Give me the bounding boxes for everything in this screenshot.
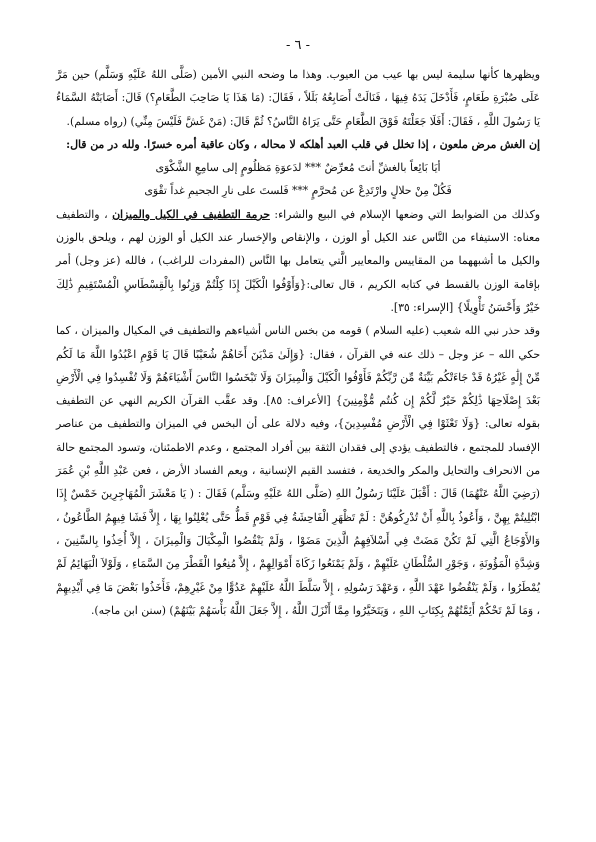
paragraph-ghish-warning: إن الغش مرض ملعون ، إذا تخلل في قلب العبد أهلكه لا محاله ، وكان عاقبة أمره خسرًا. ولله در من قال: <box>66 137 540 151</box>
tatfif-intro: وكذلك من الضوابط التي وضعها الإسلام في البيع والشراء: <box>269 207 540 221</box>
tatfif-body: ، والتطفيف معناه: الاستيفاء من النَّاس عند الكيل أو الوزن ، والإنقاص والإخسار عند الكيل أو الوزن لهم ، ويلحق بالوزن والكيل ما أشبههما من المقاييس والمعايير الَّتي يتعامل بها النَّاس (المفردات للراغب) ، فالله (عز وجل) أمر بإقامة الوزن بالقسط في كتابه الكريم ، قال تعالى:{وَأَوْفُوا الْكَيْلَ إِذَا كِلْتُمْ وَزِنُوا بِالْقِسْطَاسِ الْمُسْتَقِيمِ ذَٰلِكَ خَيْرٌ وَأَحْسَنُ تَأْوِيلًا} [الإسراء: ٣٥]. <box>56 207 540 314</box>
poem-verse-1: أيَا بَائِعاً بالغشِّ أنتَ مُعرِّضٌ *** لدَعوَةِ مَظلُومٍ إلى سامِعِ الشَّكْوَى <box>155 161 441 175</box>
paragraph-shuaib: وقد حذر نبي الله شعيب (عليه السلام ) قومه من بخس الناس أشياءهم والتطفيف في المكيال والميزان ، كما حكي الله – عز وجل – ذلك عنه في القرآن ، فقال: {وَإِلَىٰ مَدْيَنَ أَخَاهُمْ شُعَيْبًا قَالَ يَا قَوْمِ اعْبُدُوا اللَّهَ مَا لَكُم مِّنْ إِلَٰهٍ غَيْرُهُ قَدْ جَاءَتْكُم بَيِّنَةٌ مِّن رَّبِّكُمْ فَأَوْفُوا الْكَيْلَ وَالْمِيزَانَ وَلَا تَبْخَسُوا النَّاسَ أَشْيَاءَهُمْ وَلَا تُفْسِدُوا فِي الْأَرْضِ بَعْدَ إِصْلَاحِهَا ذَٰلِكُمْ خَيْرٌ لَّكُمْ إِن كُنتُم مُّؤْمِنِينَ} [الأعراف: ٨٥]. وقد عقَّب القرآن الكريم النهي عن التطفيف بقوله تعالى: {وَلَا تَعْثَوْا فِي الْأَرْضِ مُفْسِدِينَ}، وفيه دلالة على أن البخس في الميزان والتطفيف من عناصر الإفساد للمجتمع ، فالتطفيف يؤدي إلى فقدان الثقة بين أفراد المجتمع ، وعدم الاطمئنان، وتسود المجتمع حالة من الانحراف والتحايل والمكر والخديعة ، فتفسد القيم الإنسانية ، ويعم الفساد الأرض ، فعن عَبْدِ اللَّهِ بْنِ عُمَرَ (رَضِيَ اللَّهُ عَنْهُمَا) قَالَ : أَقْبَلَ عَلَيْنَا رَسُولُ اللهِ (صَلَّى اللهُ عَلَيْهِ وسَلَّم) فَقَالَ : ( يَا مَعْشَرَ الْمُهَاجِرِينَ خَمْسٌ إِذَا ابْتُلِيتُمْ بِهِنَّ ، وَأَعُوذُ بِاللَّهِ أَنْ تُدْرِكُوهُنَّ : لَمْ تَظْهَرِ الْفَاحِشَةُ فِي قَوْمٍ قَطُّ حَتَّى يُعْلِنُوا بِهَا ، إِلاَّ فَشَا فِيهِمُ الطَّاعُونُ ، وَالأَوْجَاعُ الَّتِي لَمْ تَكُنْ مَضَتْ فِي أَسْلاَفِهِمُ الَّذِينَ مَضَوْا ، وَلَمْ يَنْقُصُوا الْمِكْيَالَ وَالْمِيزَانَ ، إِلاَّ أُخِذُوا بِالسِّنِينَ ، وَشِدَّةِ الْمَؤُونَةِ ، وَجَوْرِ السُّلْطَانِ عَلَيْهِمْ ، وَلَمْ يَمْنَعُوا زَكَاةَ أَمْوَالِهِمْ ، إِلاَّ مُنِعُوا الْقَطْرَ مِنَ السَّمَاءِ ، وَلَوْلاَ الْبَهَائِمُ لَمْ يُمْطَرُوا ، وَلَمْ يَنْقُضُوا عَهْدَ اللَّهِ ، وَعَهْدَ رَسُولِهِ ، إِلاَّ سَلَّطَ اللَّهُ عَلَيْهِمْ عَدُوًّا مِنْ غَيْرِهِمْ، فَأَخَذُوا بَعْضَ مَا فِي أَيْدِيهِمْ ، وَمَا لَمْ تَحْكُمْ أَئِمَّتُهُمْ بِكِتَابِ اللهِ ، وَيَتَخَيَّرُوا مِمَّا أَنْزَلَ اللَّهُ ، إِلاَّ جَعَلَ اللَّهُ بَأْسَهُمْ بَيْنَهُمْ) (سنن ابن ماجه). <box>56 324 541 617</box>
page-number: - ٦ - <box>285 38 311 53</box>
section-heading: حرمة التطفيف في الكيل والميزان <box>112 207 270 221</box>
paragraph-tatfif <box>56 203 540 319</box>
poem-verse-2: فَكُلْ مِنْ حلالٍ وارْتَدِعْ عن مُحرَّمٍ *** فَلستَ على نارِ الجحيمِ غداً تقْوَى <box>144 184 452 198</box>
paragraph-hadith-intro: ويظهرها كأنها سليمة ليس بها عيب من العيوب. وهذا ما وضحه النبي الأمين (صَلَّى اللهُ عَلَيْهِ وَسَلَّم) حين مَرَّ عَلَى صُبْرَةِ طَعَامٍ، فَأَدْخَلَ يَدَهُ فِيهَا ، فَنَالَتْ أَصَابِعُهُ بَلَلاً ، فَقَالَ: (مَا هَذَا يَا صَاحِبَ الطَّعَامِ؟) قَالَ: أَصَابَتْهُ السَّمَاءُ يَا رَسُولَ اللَّهِ ، فَقَالَ: أَفَلَا جَعَلْتَهُ فَوْقَ الطَّعَامِ حَتَّى يَرَاهُ النَّاسُ؟ ثُمَّ قَالَ: (مَنْ غَشَّ فَلَيْسَ مِنِّي) (رواه مسلم). <box>56 68 540 128</box>
